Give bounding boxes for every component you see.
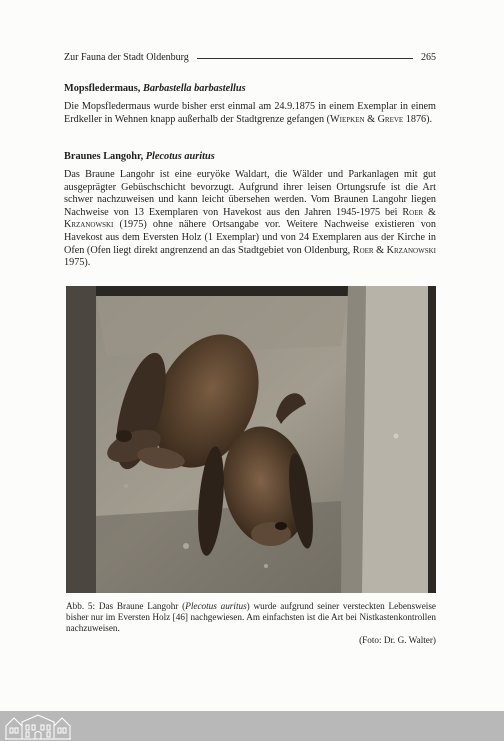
caption-part: Abb. 5: Das Braune Langohr ( [66, 601, 186, 611]
caption-part: ) wurde aufgrund seiner versteckten Lebensweise bisher nur im Eversten Holz [46] nachgewiesen. Am einfachsten ist die Art bei Nistkastenkontrollen nachzuweisen. [66, 601, 436, 634]
body-text: 1876). [403, 113, 433, 125]
caption-text [66, 601, 436, 635]
body-text: & [373, 244, 387, 256]
citation-author: Roer [402, 206, 424, 218]
section-braunes-langohr [64, 150, 436, 270]
photo-credit: (Foto: Dr. G. Walter) [359, 634, 436, 645]
citation-author: Wiepken [330, 113, 365, 125]
section-heading [64, 82, 436, 95]
page-number: 265 [421, 52, 436, 63]
citation-author: Roer [352, 244, 374, 256]
section-mopsfledermaus [64, 82, 436, 126]
citation-author: Krzanowski [386, 244, 436, 256]
bat-photograph [66, 286, 436, 593]
running-header [64, 51, 436, 65]
running-title: Zur Fauna der Stadt Oldenburg [64, 52, 189, 63]
figure-caption [66, 601, 436, 646]
library-building-icon [4, 712, 72, 740]
citation-author: Greve [377, 113, 404, 125]
heading-common-name: Mopsfledermaus, [64, 83, 141, 94]
heading-common-name: Braunes Langohr, [64, 151, 144, 162]
body-text: 1975). [64, 257, 91, 269]
body-text: (1975) ohne nähere Ortsangabe vor. Weitere Nachweise existieren von Havekost aus dem Eversten Holz (1 Exemplar) und von 24 Exemplaren aus der Kirche in Ofen (Ofen liegt direkt angrenzend an das Stadtgebiet von Oldenburg, [64, 219, 436, 256]
body-text: & [364, 113, 378, 125]
body-text: Das Braune Langohr ist eine euryöke Waldart, die Wälder und Parkanlagen mit gut ausgeprägter Gebüschschicht bevorzugt. Aufgrund ihrer leisen Ortungsrufe ist die Art schwer nachzuweisen und kann leicht übersehen werden. Vom Braunen Langohr liegen Nachweise von 13 Exemplaren von Havekost aus den Jahren 1945-1975 bei [64, 169, 436, 218]
section-body [64, 169, 436, 270]
body-text: Die Mopsfledermaus wurde bisher erst einmal am 24.9.1875 in einem Exemplar in einem Erdkeller in Wehnen knapp außerhalb der Stadtgrenze gefangen ( [64, 101, 436, 125]
body-text: & [423, 206, 436, 218]
header-rule [197, 58, 413, 59]
heading-latin-name: Plecotus auritus [145, 151, 215, 162]
section-heading [64, 150, 436, 163]
footer-band [0, 711, 504, 741]
heading-latin-name: Barbastella barbastellus [142, 83, 246, 94]
citation-author: Krzanowski [64, 219, 114, 231]
section-body [64, 101, 436, 126]
caption-latin-name: Plecotus auritus [185, 601, 247, 611]
